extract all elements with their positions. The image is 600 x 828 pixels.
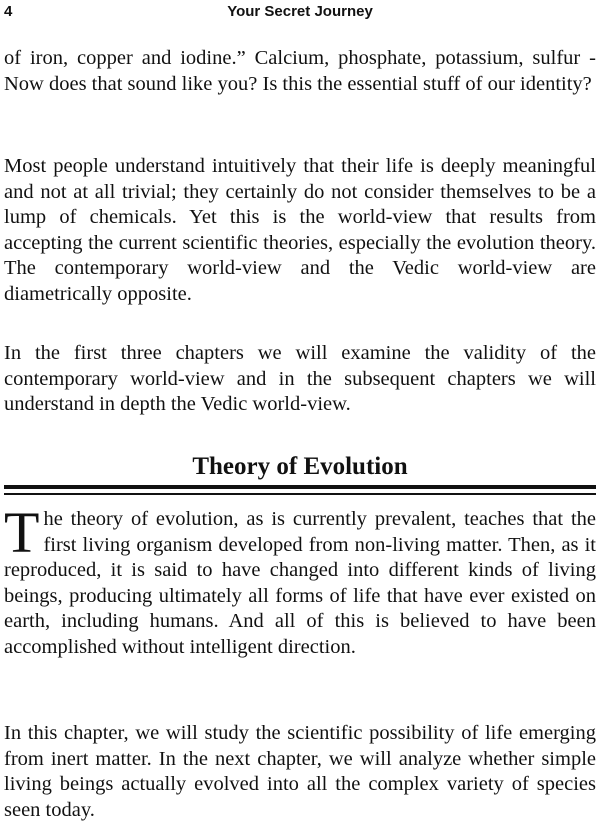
- drop-cap: T: [4, 500, 40, 565]
- section-heading: Theory of Evolution: [192, 453, 408, 480]
- paragraph-evolution-intro-text: he theory of evolution, as is currently prevalent, teaches that the first living organism developed from non-living matter. Then, as it reproduced, it is said to have changed into different kinds of living beings, producing ultimately all forms of life that have ever existed on earth, including humans. And all of this is believed to have been accomplished without intelligent direction.: [4, 508, 596, 658]
- running-title: Your Secret Journey: [227, 3, 373, 20]
- page-number: 4: [4, 3, 13, 20]
- paragraph-continuation: of iron, copper and iodine.” Calcium, phosphate, potassium, sulfur - Now does that sound like you? Is this the essential stuff of our identity?: [4, 47, 596, 95]
- heading-rule-thick: [4, 485, 596, 489]
- paragraph-world-view: Most people understand intuitively that their life is deeply meaningful and not at all trivial; they certainly do not consider themselves to be a lump of chemicals. Yet this is the world-view that results from accepting the current scientific theories, especially the evolution theory. The contemporary world-view and the Vedic world-view are diametrically opposite.: [4, 155, 596, 305]
- paragraph-evolution-intro: [4, 500, 596, 660]
- paragraph-chapter-plan: In this chapter, we will study the scientific possibility of life emerging from inert matter. In the next chapter, we will analyze whether simple living beings actually evolved into all the complex variety of species seen today.: [4, 722, 596, 821]
- paragraph-chapters-overview: In the first three chapters we will examine the validity of the contemporary world-view and in the subsequent chapters we will understand in depth the Vedic world-view.: [4, 342, 596, 415]
- heading-rule-thin: [4, 493, 596, 495]
- page-header: [4, 0, 596, 24]
